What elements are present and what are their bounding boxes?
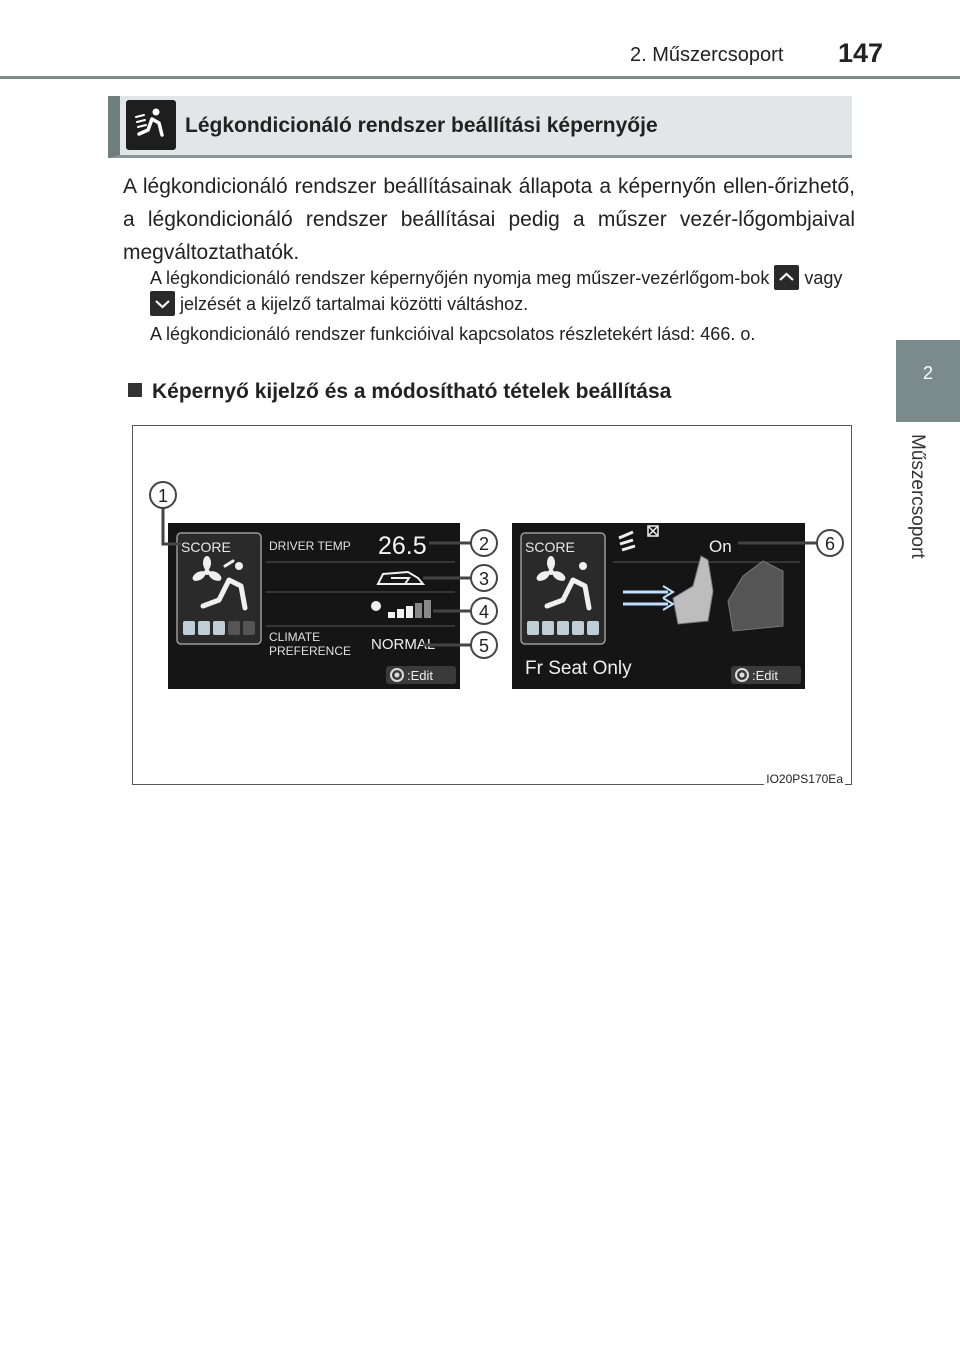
climate-preference-label-1: CLIMATE [269,630,321,644]
left-screen [168,523,460,689]
header-section: 2. Műszercsoport [630,44,784,66]
figure-illustration [133,426,851,784]
left-edit-label: :Edit [407,668,434,683]
chevron-up-icon [774,265,799,290]
s-flow-status: On [709,537,732,556]
callout-3-label: 3 [478,569,490,589]
chapter-tab-label: Műszercsoport [907,434,928,559]
callout-1 [150,482,176,508]
intro-paragraph: A légkondicionáló rendszer beállításainak állapota a képernyőn ellen-őrizhető, a légkondicionáló rendszer beállításai pedig a műszer vezér-lőgombjaival megváltoztathatók. [123,175,855,264]
chevron-down-icon [150,291,175,316]
left-score-label: SCORE [181,539,231,555]
note-reference: A légkondicionáló rendszer funkcióival kapcsolatos részletekért lásd: 466. o. [150,324,756,344]
right-edit-label: :Edit [752,668,779,683]
subheading-text: Képernyő kijelző és a módosítható tételek beállítása [152,380,672,403]
callout-6-label: 6 [824,534,836,554]
bullet-square [128,383,142,397]
chapter-tab: 2 [896,340,960,422]
callout-2 [471,530,497,556]
driver-temp-label: DRIVER TEMP [269,539,351,553]
figure-frame [132,425,852,785]
climate-seat-icon [126,100,176,150]
score-level-bar [183,621,255,635]
header-rule [0,76,960,79]
note1-text-b: vagy [804,268,843,288]
callout-2-label: 2 [478,534,490,554]
right-score-label: SCORE [525,539,575,555]
note1-text-a: A légkondicionáló rendszer képernyőjén nyomja meg műszer-vezérlőgom-bok [150,268,770,288]
climate-preference-value: NORMAL [371,636,436,653]
seat-mode-label: Fr Seat Only [525,658,632,679]
subheading [128,380,671,404]
driver-temp-value: 26.5 [378,532,427,560]
right-screen [512,523,805,689]
callout-3 [471,565,497,591]
callout-5 [471,632,497,658]
note-switch-display [150,266,854,318]
figure-id: IO20PS170Ea [766,772,843,786]
callout-4 [471,598,497,624]
section-title: Légkondicionáló rendszer beállítási képernyője [185,114,658,137]
left-edit-control [386,666,456,684]
climate-preference-label-2: PREFERENCE [269,644,352,658]
page-number: 147 [838,38,884,68]
callout-6 [817,530,843,556]
callout-5-label: 5 [478,636,490,656]
right-edit-control [731,666,801,684]
callout-1-label: 1 [157,486,169,506]
note1-text-c: jelzését a kijelző tartalmai közötti váltáshoz. [180,293,529,314]
callout-4-label: 4 [478,602,490,622]
